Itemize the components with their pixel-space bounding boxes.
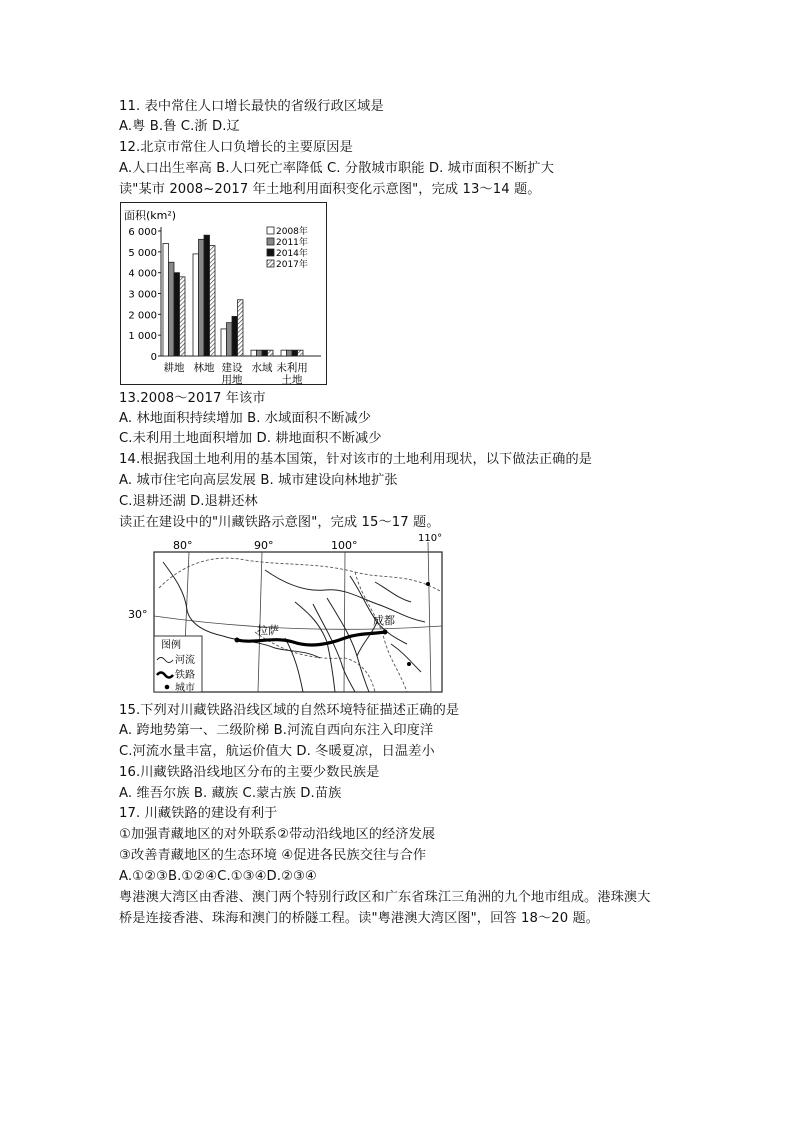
q15-options-2: C.河流水量丰富，航运价值大 D. 冬暖夏凉，日温差小 [119, 744, 435, 759]
y-tick-label: 6 000 [128, 227, 157, 238]
legend-swatch [267, 238, 274, 245]
q14-options-2: C.退耕还湖 D.退耕还林 [119, 494, 258, 509]
bar [238, 300, 244, 356]
lon-100-label: 100° [331, 539, 358, 552]
legend-swatch [267, 249, 274, 256]
x-tick-label: 林地 [193, 362, 215, 374]
city-chengdu-marker [383, 630, 388, 635]
intro-18-20-line1: 粤港澳大湾区由香港、澳门两个特别行政区和广东省珠江三角洲的九个地市组成。港珠澳大 [119, 890, 651, 905]
land-use-chart-svg [121, 203, 326, 384]
bar [251, 350, 257, 356]
x-tick-label: 耕地 [163, 362, 185, 374]
legend-label: 2014年 [276, 249, 308, 259]
bar [287, 350, 293, 356]
q11-stem: 11. 表中常住人口增长最快的省级行政区域是 [119, 99, 384, 114]
bar [257, 350, 263, 356]
city-chengdu-label: 成都 [373, 614, 395, 627]
city-lhasa-label: 拉萨 [257, 624, 279, 637]
legend-city-symbol [165, 685, 170, 690]
q13-options-2: C.未利用土地面积增加 D. 耕地面积不断减少 [119, 431, 382, 446]
bar [292, 350, 298, 356]
y-tick-label: 0 [150, 352, 157, 363]
y-tick-label: 1 000 [128, 331, 157, 343]
bar [262, 350, 268, 356]
intro-18-20-line2: 桥是连接香港、珠海和澳门的桥隧工程。读"粤港澳大湾区图"，回答 18～20 题。 [119, 911, 600, 926]
bar [210, 246, 216, 356]
intro-13-14: 读"某市 2008~2017 年土地利用面积变化示意图"，完成 13～14 题。 [119, 182, 541, 197]
chart-title: 面积(km²) [124, 209, 177, 222]
legend-city-label: 城市 [175, 683, 195, 694]
bar [298, 350, 304, 356]
bar [180, 277, 186, 356]
lon-80-label: 80° [173, 539, 193, 552]
bar [169, 262, 175, 356]
x-tick-label: 用地 [221, 374, 243, 386]
bar [268, 350, 274, 356]
q16-options: A. 维吾尔族 B. 藏族 C.蒙古族 D.苗族 [119, 786, 342, 801]
bar [174, 273, 180, 356]
q11-options: A.粤 B.鲁 C.浙 D.辽 [119, 119, 240, 134]
lon-110-label: 110° [418, 533, 443, 544]
bar [227, 323, 233, 356]
legend-label: 2008年 [276, 227, 308, 237]
q17-statement-1: ①加强青藏地区的对外联系②带动沿线地区的经济发展 [119, 827, 436, 842]
q17-statement-2: ③改善青藏地区的生态环境 ④促进各民族交往与合作 [119, 848, 427, 863]
lat-30-label: 30° [128, 608, 148, 621]
city-lhasa-marker [235, 638, 240, 643]
q13-stem: 13.2008～2017 年该市 [119, 391, 266, 406]
q14-options-1: A. 城市住宅向高层发展 B. 城市建设向林地扩张 [119, 473, 398, 488]
x-tick-label: 建设 [221, 362, 243, 374]
legend-railway-label: 铁路 [175, 670, 195, 681]
railway-map [128, 532, 445, 698]
bar [232, 316, 238, 356]
y-tick-label: 3 000 [128, 289, 157, 301]
bar [193, 254, 199, 356]
intro-15-17: 读正在建设中的"川藏铁路示意图"，完成 15～17 题。 [119, 515, 440, 530]
bar [199, 239, 205, 356]
land-use-chart [120, 202, 327, 385]
q15-stem: 15.下列对川藏铁路沿线区域的自然环境特征描述正确的是 [119, 703, 460, 718]
bar [163, 244, 169, 357]
q17-options: A.①②③B.①②④C.①③④D.②③④ [119, 869, 317, 884]
bar [204, 235, 210, 356]
city-marker [407, 662, 411, 666]
legend-river-label: 河流 [175, 655, 195, 666]
bar [221, 329, 227, 356]
legend-swatch [267, 227, 274, 234]
q17-stem: 17. 川藏铁路的建设有利于 [119, 806, 278, 821]
legend-label: 2011年 [276, 238, 308, 248]
x-tick-label: 未利用 [276, 362, 308, 374]
q16-stem: 16.川藏铁路沿线地区分布的主要少数民族是 [119, 765, 380, 780]
q15-options-1: A. 跨地势第一、二级阶梯 B.河流自西向东注入印度洋 [119, 723, 434, 738]
x-tick-label: 土地 [281, 374, 303, 386]
y-tick-label: 2 000 [128, 310, 157, 322]
railway-map-svg [128, 532, 445, 698]
legend-swatch [267, 260, 274, 267]
q14-stem: 14.根据我国土地利用的基本国策，针对该市的土地利用现状，以下做法正确的是 [119, 452, 593, 467]
x-tick-label: 水域 [251, 362, 273, 374]
bar [281, 350, 287, 356]
q13-options-1: A. 林地面积持续增加 B. 水域面积不断减少 [119, 411, 372, 426]
legend-label: 2017年 [276, 260, 308, 270]
lon-90-label: 90° [254, 539, 274, 552]
legend-title: 图例 [161, 640, 181, 651]
q12-options: A.人口出生率高 B.人口死亡率降低 C. 分散城市职能 D. 城市面积不断扩大 [119, 161, 554, 176]
city-marker [426, 582, 430, 586]
q12-stem: 12.北京市常住人口负增长的主要原因是 [119, 140, 353, 155]
y-tick-label: 5 000 [128, 247, 157, 259]
y-tick-label: 4 000 [128, 268, 157, 280]
